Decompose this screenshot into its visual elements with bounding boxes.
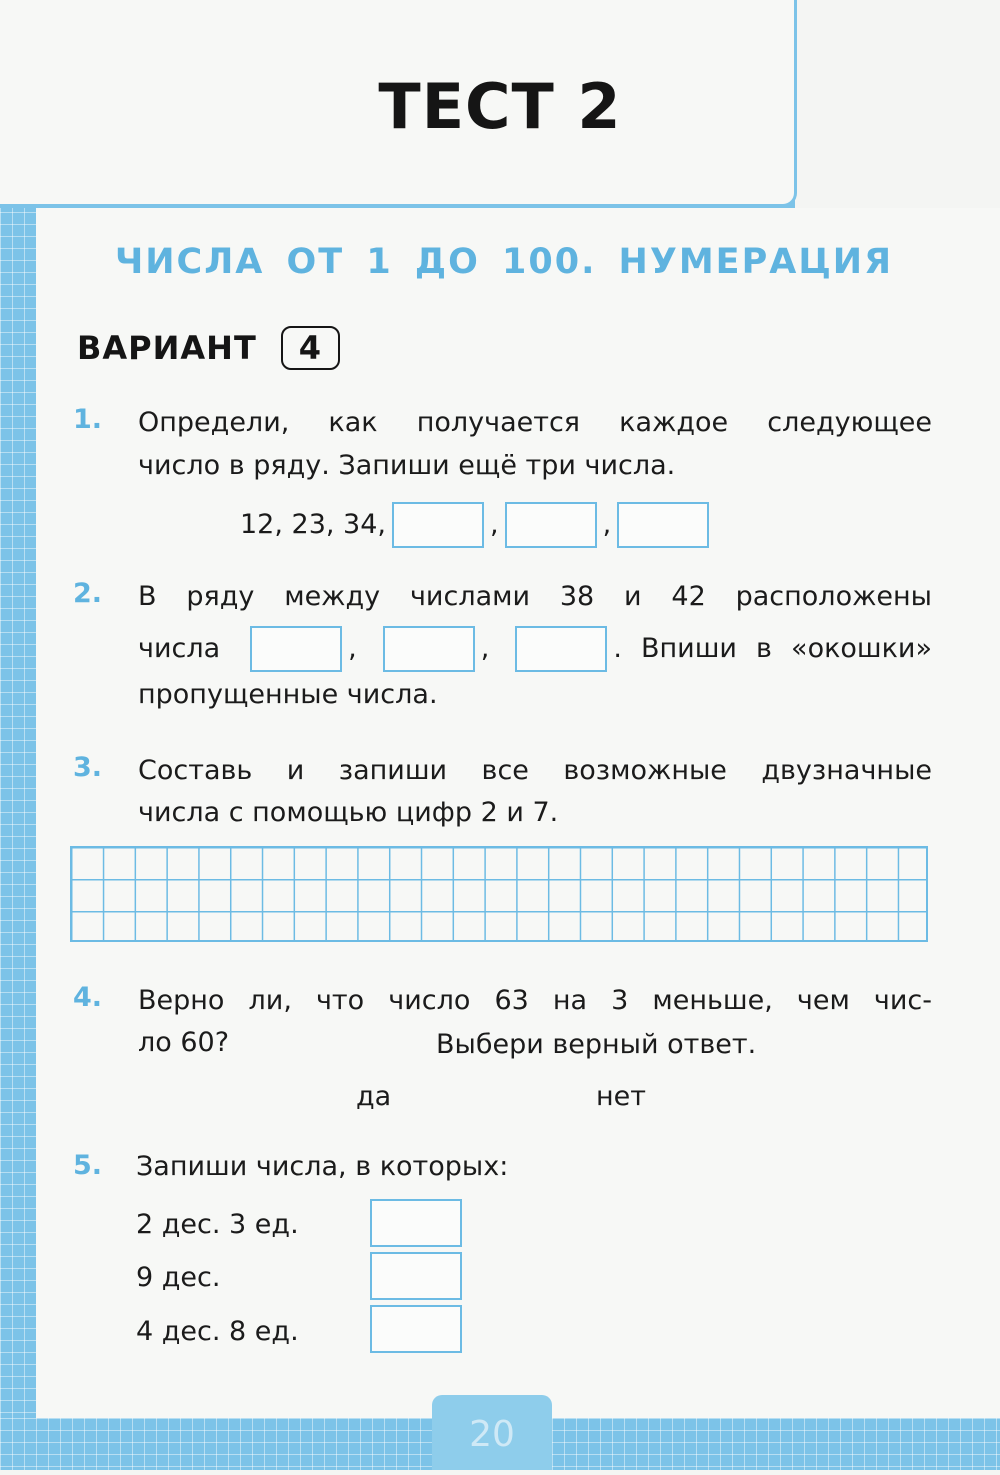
task-2-line-2-end: . Впиши в «окошки» — [613, 633, 932, 664]
task-4-option-yes[interactable]: да — [356, 1081, 392, 1112]
left-decorative-strip — [0, 200, 36, 1470]
task-5-intro: Запиши числа, в которых: — [136, 1151, 509, 1182]
task-1-sequence-row — [240, 502, 709, 548]
task-3-number: 3. — [73, 752, 103, 783]
task-1-number: 1. — [73, 404, 103, 435]
task-4-number: 4. — [73, 982, 103, 1013]
variant-label: ВАРИАНТ — [77, 329, 257, 367]
task-4-line-2-start: ло 60? — [138, 1027, 230, 1058]
task-3-line-2: числа с помощью цифр 2 и 7. — [138, 797, 559, 828]
task-2-line-2 — [138, 626, 932, 672]
task-1-line-1: Определи, как получается каждое следующее — [138, 407, 932, 438]
separator: , — [480, 633, 490, 664]
task-5-answer-box-1[interactable] — [370, 1199, 462, 1247]
separator: , — [489, 509, 499, 540]
task-1-answer-box-3[interactable] — [617, 502, 709, 548]
task-2-line-1: В ряду между числами 38 и 42 расположены — [138, 581, 932, 612]
task-1-sequence: 12, 23, 34, — [240, 509, 386, 540]
task-4-line-2-end: Выбери верный ответ. — [436, 1029, 757, 1060]
variant-number: 4 — [281, 326, 340, 370]
task-1-line-2: число в ряду. Запиши ещё три числа. — [138, 450, 676, 481]
task-2-answer-box-1[interactable] — [250, 626, 342, 672]
task-2-line-2-start: числа — [138, 633, 221, 664]
task-5-item-1: 2 дес. 3 ед. — [136, 1209, 299, 1240]
task-4-option-no[interactable]: нет — [596, 1081, 646, 1112]
task-1-answer-box-1[interactable] — [392, 502, 484, 548]
page-number: 20 — [432, 1395, 552, 1470]
task-4-line-1: Верно ли, что число 63 на 3 меньше, чем чис- — [138, 985, 932, 1016]
separator: , — [602, 509, 612, 540]
separator: , — [348, 633, 357, 664]
variant-heading — [77, 326, 340, 370]
task-1-answer-box-2[interactable] — [505, 502, 597, 548]
task-3-answer-grid[interactable] — [70, 846, 928, 942]
task-5-answer-box-2[interactable] — [370, 1252, 462, 1300]
task-5-number: 5. — [73, 1150, 103, 1181]
task-3-line-1: Составь и запиши все возможные двузначные — [138, 755, 932, 786]
task-5-item-2: 9 дес. — [136, 1262, 221, 1293]
task-5-answer-box-3[interactable] — [370, 1305, 462, 1353]
test-title: ТЕСТ 2 — [378, 70, 622, 143]
task-5-item-3: 4 дес. 8 ед. — [136, 1316, 299, 1347]
task-2-answer-box-3[interactable] — [515, 626, 607, 672]
task-2-number: 2. — [73, 578, 103, 609]
task-2-line-3: пропущенные числа. — [138, 679, 438, 710]
task-2-answer-box-2[interactable] — [383, 626, 475, 672]
test-subtitle: ЧИСЛА ОТ 1 ДО 100. НУМЕРАЦИЯ — [114, 242, 894, 282]
